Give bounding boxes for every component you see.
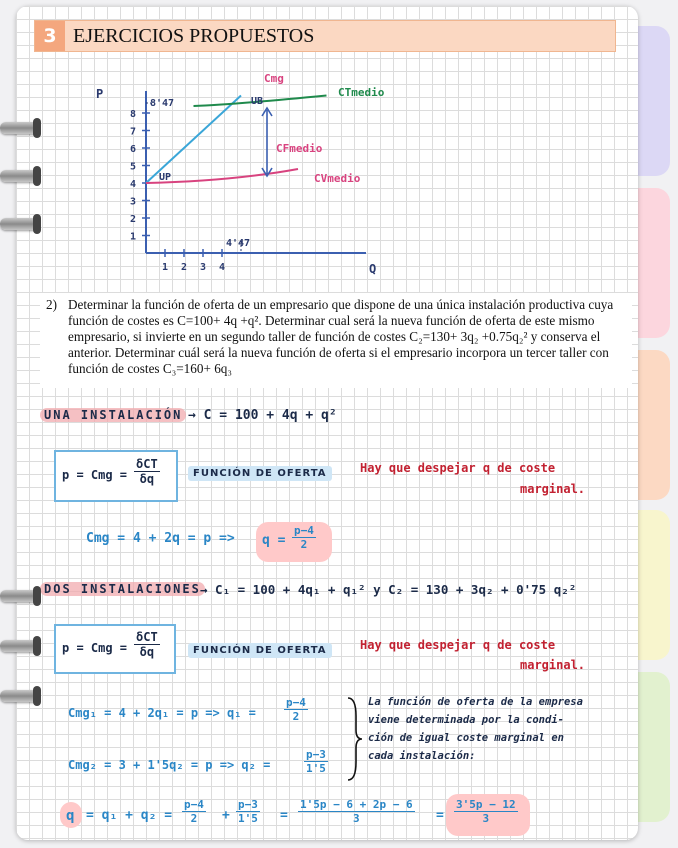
problem-text: Determinar la función de oferta de un empresario que dispone de una única instalación productiva cuya función de costes es C=100+ 4q +q². Determinar cual será la nueva función de oferta de este mismo empresario, si invierte en un segundo taller de función de costes C₂=130+ 3q₂ +0.75q₂² y conserva el anterior. Determinar cuál será la nueva función de oferta si el empresario incorpora un tercer taller con función de costes C₃=160+ 6q₃ [68,297,614,376]
y-tick-label-1: 1 [130,231,137,243]
cmg2-equation: Cmg₂ = 3 + 1'5q₂ = p => q₂ = [68,758,271,772]
final-q: q [66,808,75,824]
series-label-cmg: Cmg [264,72,284,85]
box1-fraction: δCT δq [136,457,158,486]
brace [344,696,364,782]
one-installation-title: UNA INSTALACIÓN [40,408,186,422]
q-label-1: q = [262,533,286,548]
notebook-page [16,6,638,840]
y-tick-label-6: 6 [130,144,137,155]
x-axis-label: Q [369,262,377,276]
final-equals-2: = [436,808,444,823]
side-note-2: viene determinada por la condi- [368,714,564,726]
red-note-1a: Hay que despejar q de coste [360,461,556,475]
side-note-3: ción de igual coste marginal en [368,732,564,744]
series-label-cvmedio: CVmedio [314,172,361,185]
y-axis-label: P [96,87,104,101]
section-header [34,20,616,52]
side-note-4: cada instalación: [368,750,476,762]
binder-ring-5 [0,640,38,652]
annotation-cfmedio: CFmedio [276,142,323,155]
one-installation-cost: → C = 100 + 4q + q² [188,408,337,423]
final-equals-1: = [280,808,288,823]
two-installations-title: DOS INSTALACIONES [40,582,205,596]
final-fraction-3: $\frac{1'5p - 6 + 2p - 6}{3}$ [300,798,413,825]
supply-box-2 [54,624,176,674]
final-plus: + [222,808,230,823]
annotation-up: UP [159,172,172,183]
binder-ring-1 [0,122,38,134]
box1-lhs: p = Cmg = [62,468,128,482]
red-note-1b: marginal. [520,482,586,496]
supply-label-1: FUNCIÓN DE OFERTA [188,461,332,480]
y-tick-label-8: 8 [130,109,137,120]
box2-lhs: p = Cmg = [62,641,128,655]
x-tick-label-1: 1 [162,262,169,273]
red-note-2a: Hay que despejar q de coste [360,638,556,652]
y-tick-label-5: 5 [130,161,137,173]
y-tick-label-3: 3 [130,196,137,208]
final-fraction-4: $\frac{3'5p - 12}{3}$ [456,798,516,825]
cmg2-fraction: $\frac{p-3}{1'5}$ [306,748,326,775]
two-installations-costs: → C₁ = 100 + 4q₁ + q₁² y C₂ = 130 + 3q₂ + 0'75 q₂² [200,582,577,597]
cmg-equation: Cmg = 4 + 2q = p => [86,531,235,546]
red-note-2b: marginal. [520,658,586,672]
section-number: 3 [35,21,65,51]
supply-label-2: FUNCIÓN DE OFERTA [188,638,332,657]
final-fraction-2: $\frac{p-3}{1'5}$ [238,798,258,825]
annotation-ub: UB [251,96,264,107]
x-tick-label-4: 4 [219,262,226,273]
annotation-x-447: 4'47 [226,238,251,249]
problem-statement [40,293,632,388]
y-tick-label-7: 7 [130,126,137,138]
y-tick-label-2: 2 [130,214,137,225]
box2-fraction: δCT δq [136,630,158,659]
series-label-ctmedio: CTmedio [338,86,385,99]
x-tick-label-3: 3 [200,262,207,273]
problem-number: 2) [46,297,57,312]
final-sum: = q₁ + q₂ = [86,808,173,823]
supply-box-1 [54,450,178,502]
cost-curves-chart [86,56,446,296]
page-title: EJERCICIOS PROPUESTOS [73,25,315,47]
cmg1-fraction: $\frac{p-4}{2}$ [286,696,306,723]
final-fraction-1: $\frac{p-4}{2}$ [184,798,204,825]
binder-ring-2 [0,170,38,182]
cmg1-equation: Cmg₁ = 4 + 2q₁ = p => q₁ = [68,706,256,720]
side-note-1: La función de oferta de la empresa [368,696,583,708]
x-tick-label-2: 2 [181,262,188,273]
binder-ring-3 [0,218,38,230]
y-tick-label-4: 4 [130,179,137,190]
binder-ring-6 [0,690,38,702]
binder-ring-4 [0,590,38,602]
q-fraction-1: $\frac{p-4}{2}$ [294,524,314,551]
annotation-y-847: 8'47 [150,98,175,109]
